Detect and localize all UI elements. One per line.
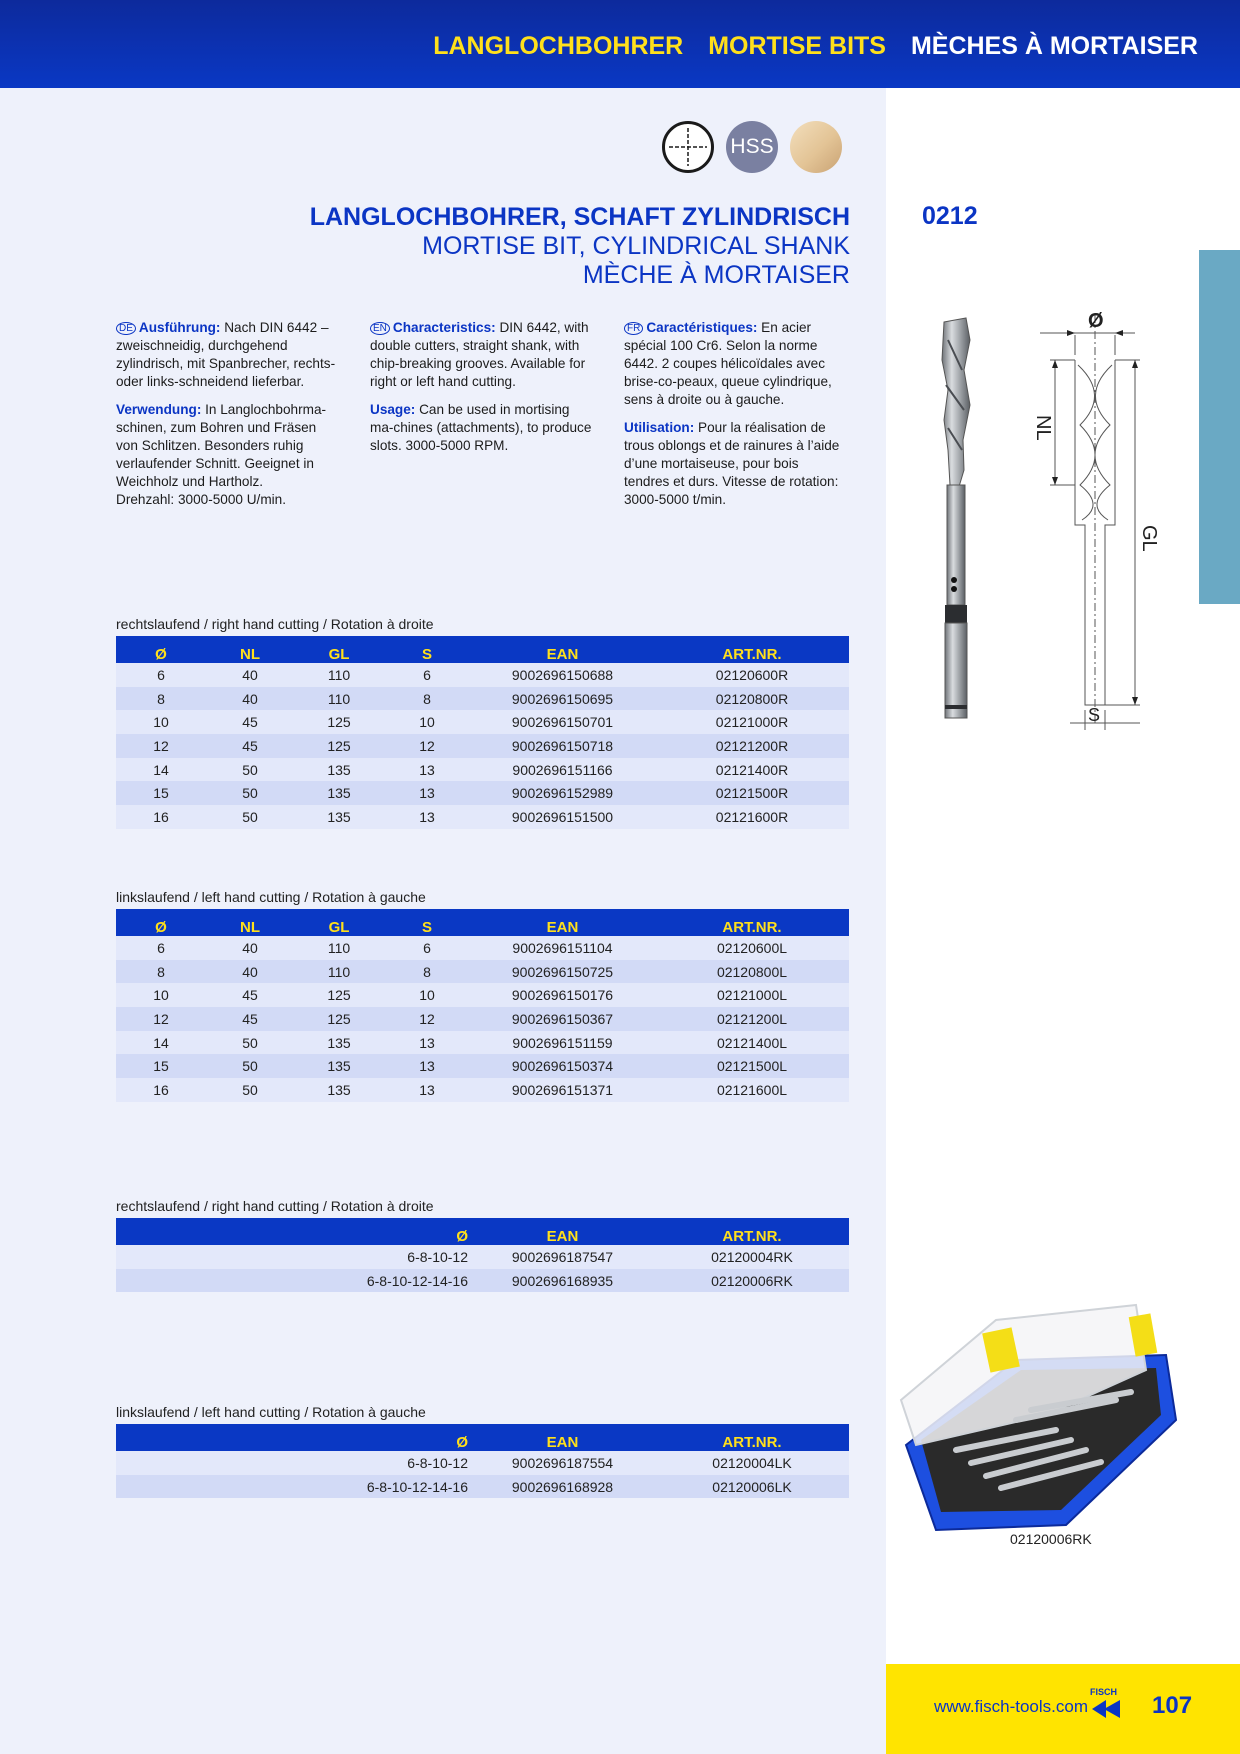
table-row — [116, 1078, 849, 1102]
cell: 02121600L — [655, 1078, 849, 1102]
cell: 6-8-10-12-14-16 — [116, 1475, 470, 1499]
softwood-material-icon — [790, 121, 842, 173]
set-table-left — [116, 1424, 849, 1498]
col-header: NL — [206, 909, 294, 936]
cell: 40 — [206, 663, 294, 687]
lang-badge-de: DE — [116, 322, 136, 335]
cell: 10 — [116, 983, 206, 1007]
cell: 02121500L — [655, 1054, 849, 1078]
table-row — [116, 758, 849, 782]
cell: 6-8-10-12 — [116, 1451, 470, 1475]
cell: 9002696150688 — [470, 663, 655, 687]
usage-label-fr: Utilisation: — [624, 420, 695, 435]
cell: 6 — [116, 663, 206, 687]
crosshair-icon — [662, 121, 714, 173]
lang-badge-en: EN — [370, 322, 390, 335]
description-en — [370, 319, 592, 465]
chapter-tab[interactable] — [1199, 250, 1240, 604]
cell: 40 — [206, 936, 294, 960]
cell: 110 — [294, 687, 384, 711]
cell: 13 — [384, 758, 470, 782]
cell: 02121600R — [655, 805, 849, 829]
cell: 9002696151166 — [470, 758, 655, 782]
cell: 02121200L — [655, 1007, 849, 1031]
hss-material-icon: HSS — [726, 121, 778, 173]
description-fr — [624, 319, 846, 519]
header-title-fr: MÈCHES À MORTAISER — [910, 32, 1198, 60]
product-titles — [310, 202, 850, 290]
table-row — [116, 983, 849, 1007]
cell: 125 — [294, 710, 384, 734]
cell: 9002696151500 — [470, 805, 655, 829]
cell: 16 — [116, 1078, 206, 1102]
usage-text-en: Can be used in mortising ma-chines (attachments), to produce slots. 3000-5000 RPM. — [370, 402, 592, 453]
set-table-right — [116, 1218, 849, 1292]
cell: 9002696151159 — [470, 1031, 655, 1055]
nl-label: NL — [1032, 415, 1054, 441]
characteristics-text-en: DIN 6442, with double cutters, straight shank, with chip-breaking grooves. Available for right or left hand cutting. — [370, 320, 589, 389]
table-row — [116, 1031, 849, 1055]
cell: 9002696151371 — [470, 1078, 655, 1102]
table-row — [116, 687, 849, 711]
cell: 9002696150718 — [470, 734, 655, 758]
cell: 135 — [294, 1078, 384, 1102]
characteristics-label-fr: Caractéristiques: — [646, 320, 758, 335]
cell: 110 — [294, 960, 384, 984]
cell: 9002696168928 — [470, 1475, 655, 1499]
cell: 8 — [116, 960, 206, 984]
table-row — [116, 1475, 849, 1499]
characteristics-label-en: Characteristics: — [392, 320, 496, 335]
cell: 50 — [206, 805, 294, 829]
col-header: EAN — [470, 636, 655, 663]
col-header: S — [384, 636, 470, 663]
cell: 6-8-10-12-14-16 — [116, 1269, 470, 1293]
col-header: ART.NR. — [655, 909, 849, 936]
cell: 9002696150374 — [470, 1054, 655, 1078]
cell: 9002696150695 — [470, 687, 655, 711]
cell: 125 — [294, 734, 384, 758]
col-header: EAN — [470, 909, 655, 936]
header-titles — [415, 32, 1198, 61]
mortise-bit-photo — [930, 310, 990, 730]
spec-table-left — [116, 909, 849, 1102]
kit-caption: 02120006RK — [1010, 1531, 1092, 1547]
technical-drawing — [1030, 305, 1190, 735]
cell: 135 — [294, 1054, 384, 1078]
cell: 13 — [384, 1054, 470, 1078]
table-caption-set-right: rechtslaufend / right hand cutting / Rotation à droite — [116, 1198, 434, 1214]
cell: 9002696152989 — [470, 781, 655, 805]
table-row — [116, 734, 849, 758]
cell: 9002696151104 — [470, 936, 655, 960]
cell: 9002696150725 — [470, 960, 655, 984]
characteristics-text-de: Nach DIN 6442 – zweischneidig, durchgehend zylindrisch, mit Spanbrecher, rechts- oder links-schneidend lieferbar. — [116, 320, 336, 389]
cell: 9002696187554 — [470, 1451, 655, 1475]
cell: 40 — [206, 687, 294, 711]
header-title-de: LANGLOCHBOHRER — [433, 32, 684, 60]
table-caption-left: linkslaufend / left hand cutting / Rotation à gauche — [116, 889, 426, 905]
cell: 8 — [384, 687, 470, 711]
cell: 12 — [116, 1007, 206, 1031]
header-title-en: MORTISE BITS — [708, 32, 886, 60]
cell: 50 — [206, 1031, 294, 1055]
cell: 02120004RK — [655, 1245, 849, 1269]
usage-label-en: Usage: — [370, 402, 416, 417]
usage-label-de: Verwendung: — [116, 402, 202, 417]
col-header: ART.NR. — [655, 1424, 849, 1451]
table-row — [116, 1451, 849, 1475]
col-header: GL — [294, 909, 384, 936]
lang-badge-fr: FR — [624, 322, 643, 335]
cell: 110 — [294, 936, 384, 960]
spec-table-right — [116, 636, 849, 829]
product-code: 0212 — [922, 202, 978, 230]
cell: 45 — [206, 710, 294, 734]
speed-text-de: Drehzahl: 3000-5000 U/min. — [116, 492, 287, 507]
cell: 125 — [294, 983, 384, 1007]
cell: 50 — [206, 758, 294, 782]
cell: 13 — [384, 1078, 470, 1102]
cell: 02121400R — [655, 758, 849, 782]
table-header-row — [116, 636, 849, 663]
mortise-bit-set-photo — [896, 1300, 1186, 1540]
product-title-de: LANGLOCHBOHRER, SCHAFT ZYLINDRISCH — [309, 203, 850, 231]
cell: 9002696168935 — [470, 1269, 655, 1293]
property-icons — [662, 121, 846, 177]
cell: 02120600L — [655, 936, 849, 960]
fisch-logo-icon — [1088, 1685, 1124, 1721]
col-header: Ø — [116, 909, 206, 936]
cell: 14 — [116, 758, 206, 782]
table-row — [116, 781, 849, 805]
cell: 6 — [384, 663, 470, 687]
cell: 02121500R — [655, 781, 849, 805]
description-de — [116, 319, 338, 519]
cell: 02120600R — [655, 663, 849, 687]
gl-label: GL — [1138, 525, 1160, 552]
page-number: 107 — [1152, 1692, 1193, 1719]
table-row — [116, 710, 849, 734]
col-header: GL — [294, 636, 384, 663]
page-header — [0, 0, 1240, 88]
cell: 02121000R — [655, 710, 849, 734]
cell: 125 — [294, 1007, 384, 1031]
cell: 110 — [294, 663, 384, 687]
cell: 9002696150176 — [470, 983, 655, 1007]
col-header: Ø — [116, 1424, 470, 1451]
cell: 135 — [294, 805, 384, 829]
cell: 6 — [116, 936, 206, 960]
cell: 02120006RK — [655, 1269, 849, 1293]
cell: 8 — [116, 687, 206, 711]
cell: 14 — [116, 1031, 206, 1055]
cell: 40 — [206, 960, 294, 984]
col-header: Ø — [116, 1218, 470, 1245]
cell: 50 — [206, 1078, 294, 1102]
cell: 10 — [384, 710, 470, 734]
cell: 45 — [206, 734, 294, 758]
cell: 45 — [206, 1007, 294, 1031]
cell: 13 — [384, 781, 470, 805]
cell: 9002696150367 — [470, 1007, 655, 1031]
cell: 9002696187547 — [470, 1245, 655, 1269]
cell: 135 — [294, 1031, 384, 1055]
table-caption-set-left: linkslaufend / left hand cutting / Rotation à gauche — [116, 1404, 426, 1420]
table-row — [116, 960, 849, 984]
table-row — [116, 1245, 849, 1269]
col-header: EAN — [470, 1424, 655, 1451]
cell: 6 — [384, 936, 470, 960]
cell: 10 — [384, 983, 470, 1007]
cell: 50 — [206, 781, 294, 805]
cell: 16 — [116, 805, 206, 829]
cell: 02121000L — [655, 983, 849, 1007]
cell: 02120006LK — [655, 1475, 849, 1499]
table-header-row — [116, 1424, 849, 1451]
cell: 135 — [294, 758, 384, 782]
footer-url-link[interactable]: www.fisch-tools.com — [934, 1697, 1088, 1716]
cell: 02120800L — [655, 960, 849, 984]
cell: 10 — [116, 710, 206, 734]
diameter-label: Ø — [1088, 310, 1104, 332]
s-label: S — [1088, 705, 1101, 725]
col-header: NL — [206, 636, 294, 663]
col-header: ART.NR. — [655, 1218, 849, 1245]
cell: 02120800R — [655, 687, 849, 711]
cell: 45 — [206, 983, 294, 1007]
cell: 50 — [206, 1054, 294, 1078]
col-header: Ø — [116, 636, 206, 663]
cell: 12 — [116, 734, 206, 758]
cell: 135 — [294, 781, 384, 805]
cell: 15 — [116, 781, 206, 805]
col-header: S — [384, 909, 470, 936]
product-title-en: MORTISE BIT, CYLINDRICAL SHANK — [422, 232, 850, 260]
table-row — [116, 1007, 849, 1031]
cell: 02121400L — [655, 1031, 849, 1055]
cell: 02120004LK — [655, 1451, 849, 1475]
table-row — [116, 1269, 849, 1293]
table-row — [116, 805, 849, 829]
table-header-row — [116, 909, 849, 936]
logo-brand: FISCH — [1090, 1687, 1117, 1697]
table-row — [116, 663, 849, 687]
usage-text-de: In Langlochbohrma-schinen, zum Bohren und Fräsen von Schlitzen. Besonders ruhig verlaufender Schnitt. Geeignet in Weichholz und Hartholz. — [116, 402, 327, 489]
product-title-fr: MÈCHE À MORTAISER — [582, 261, 850, 289]
cell: 13 — [384, 1031, 470, 1055]
cell: 12 — [384, 734, 470, 758]
cell: 8 — [384, 960, 470, 984]
table-row — [116, 936, 849, 960]
col-header: EAN — [470, 1218, 655, 1245]
table-row — [116, 1054, 849, 1078]
characteristics-label-de: Ausführung: — [138, 320, 221, 335]
table-header-row — [116, 1218, 849, 1245]
cell: 13 — [384, 805, 470, 829]
table-caption-right: rechtslaufend / right hand cutting / Rotation à droite — [116, 616, 434, 632]
cell: 12 — [384, 1007, 470, 1031]
usage-text-fr: Pour la réalisation de trous oblongs et de rainures à l’aide d’une mortaiseuse, pour bois tendres et durs. Vitesse de rotation: 3000-5000 t/min. — [624, 420, 840, 507]
cell: 15 — [116, 1054, 206, 1078]
characteristics-text-fr: En acier spécial 100 Cr6. Selon la norme 6442. 2 coupes hélicoïdales avec brise-co-peaux, queue cylindrique, sens à droite ou à gauche. — [624, 320, 832, 407]
cell: 9002696150701 — [470, 710, 655, 734]
col-header: ART.NR. — [655, 636, 849, 663]
cell: 02121200R — [655, 734, 849, 758]
cell: 6-8-10-12 — [116, 1245, 470, 1269]
